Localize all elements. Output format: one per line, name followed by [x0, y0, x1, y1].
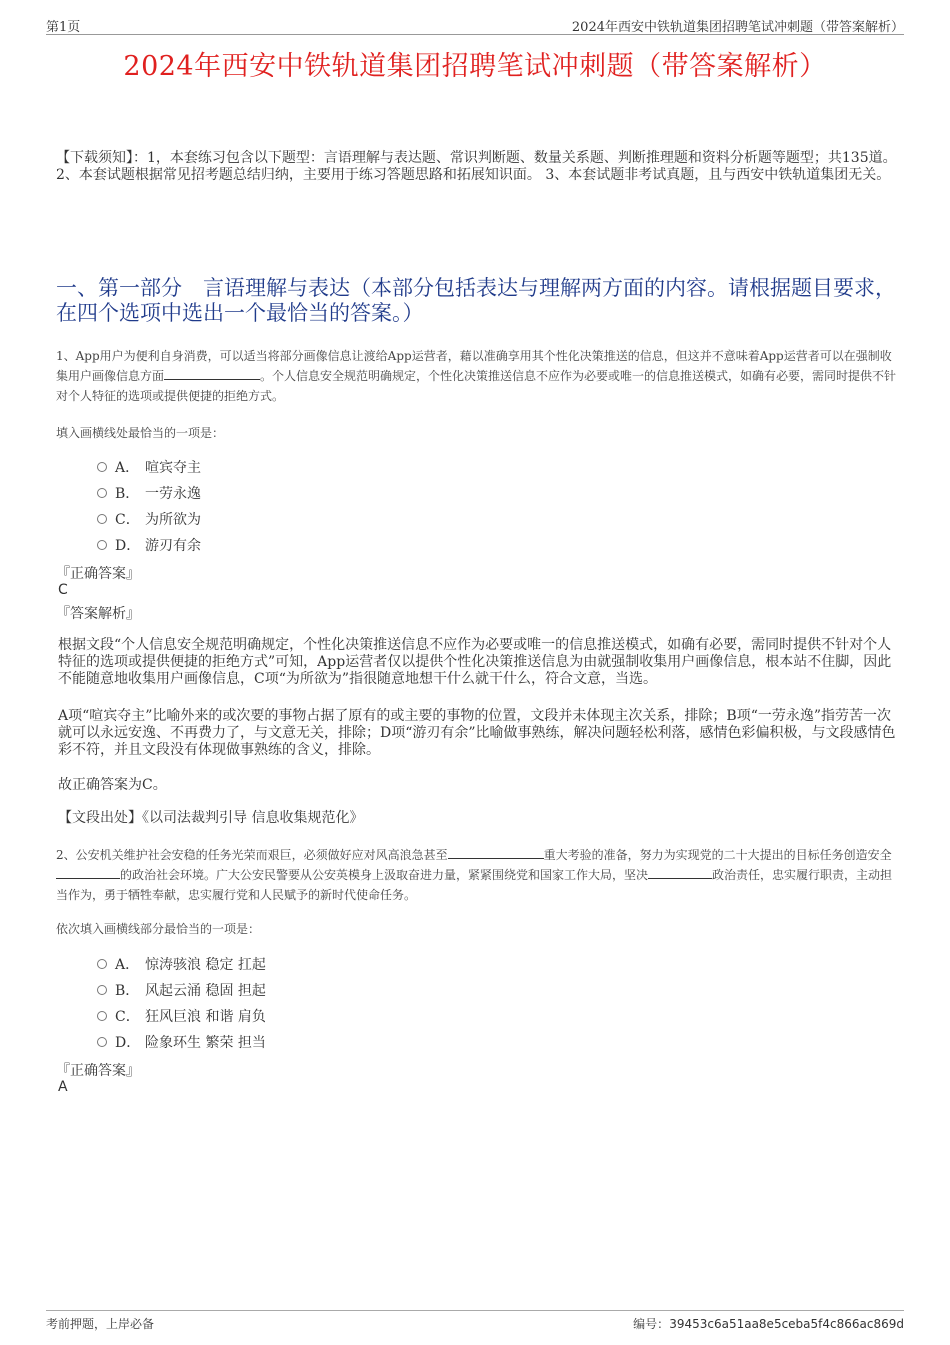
question-1-blank	[164, 367, 260, 380]
question-2-blank-1	[448, 846, 544, 859]
question-1-analysis-label: 『答案解析』	[56, 606, 140, 622]
question-1-option-a[interactable]	[97, 457, 201, 477]
question-1-analysis-3: 故正确答案为C。	[58, 777, 167, 793]
page-header	[46, 14, 904, 35]
radio-icon[interactable]	[97, 462, 107, 472]
option-text: 一劳永逸	[145, 486, 201, 502]
option-letter: A．	[115, 957, 140, 973]
question-2-option-a[interactable]	[97, 954, 266, 974]
option-text: 游刃有余	[145, 538, 201, 554]
footer-slogan: 考前押题，上岸必备	[46, 1317, 155, 1331]
question-2-blank-3	[648, 866, 712, 879]
option-text: 为所欲为	[145, 512, 201, 528]
option-text: 狂风巨浪 和谐 肩负	[145, 1009, 266, 1025]
radio-icon[interactable]	[97, 1037, 107, 1047]
question-1-prompt: 填入画横线处最恰当的一项是：	[56, 426, 225, 440]
option-letter: C．	[115, 512, 140, 528]
option-text: 喧宾夺主	[145, 460, 201, 476]
page-title: 2024年西安中铁轨道集团招聘笔试冲刺题（带答案解析）	[123, 51, 827, 82]
question-2-prompt: 依次填入画横线部分最恰当的一项是：	[56, 922, 261, 936]
footer-code-value: 39453c6a51aa8e5ceba5f4c866ac869d	[669, 1317, 904, 1331]
option-text: 险象环生 繁荣 担当	[145, 1035, 266, 1051]
question-2-option-d[interactable]	[97, 1032, 266, 1052]
radio-icon[interactable]	[97, 985, 107, 995]
question-1-answer: C	[58, 582, 68, 598]
question-2-text-part-a: 2、公安机关维护社会安稳的任务光荣而艰巨，必须做好应对风高浪急甚至	[56, 848, 448, 862]
page-footer	[46, 1310, 904, 1333]
download-notice: 【下载须知】：1，本套练习包含以下题型：言语理解与表达题、常识判断题、数量关系题、判断推理题和资料分析题等题型；共135道。 2、本套试题根据常见招考题总结归纳，主要用于练习答题思路和拓展知识面。 3、本套试题非考试真题，且与西安中铁轨道集团无关。	[56, 150, 897, 183]
question-1-option-b[interactable]	[97, 483, 201, 503]
question-2-text	[56, 845, 902, 905]
option-letter: D．	[115, 1035, 141, 1051]
question-2-text-part-d: 政治责任，忠实履行职责，主动担当作为，勇于牺牲奉献，忠实履行党和人民赋予的新时代使命任务。	[56, 868, 893, 902]
option-letter: B．	[115, 983, 140, 999]
page-number: 第1页	[46, 20, 81, 35]
header-doc-title: 2024年西安中铁轨道集团招聘笔试冲刺题（带答案解析）	[571, 20, 904, 35]
option-letter: C．	[115, 1009, 140, 1025]
question-1-source: 【文段出处】《以司法裁判引导 信息收集规范化》	[58, 810, 364, 826]
question-2-text-part-c: 的政治社会环境。广大公安民警要从公安英模身上汲取奋进力量，紧紧围绕党和国家工作大局，坚决	[120, 868, 649, 882]
option-letter: B．	[115, 486, 140, 502]
footer-code-label: 编号：	[633, 1317, 670, 1331]
question-2-option-b[interactable]	[97, 980, 266, 1000]
question-2-option-c[interactable]	[97, 1006, 266, 1026]
option-letter: A．	[115, 460, 140, 476]
section-heading: 一、第一部分 言语理解与表达（本部分包括表达与理解两方面的内容。请根据题目要求，在四个选项中选出一个最恰当的答案。）	[56, 276, 896, 325]
option-text: 惊涛骇浪 稳定 扛起	[145, 957, 266, 973]
footer-code	[633, 1315, 904, 1332]
question-1-option-d[interactable]	[97, 535, 201, 555]
question-2-answer-label: 『正确答案』	[56, 1063, 140, 1079]
question-1-text-part-a: 1、App用户为便利自身消费，可以适当将部分画像信息让渡给App运营者，藉以准确享用其个性化决策推送的信息，但这并不意味着App运营者可以在强制收集用户画像信息方面	[56, 349, 892, 383]
question-2-answer: A	[58, 1079, 68, 1095]
radio-icon[interactable]	[97, 540, 107, 550]
radio-icon[interactable]	[97, 514, 107, 524]
option-text: 风起云涌 稳固 担起	[145, 983, 266, 999]
question-1-analysis-2: A项“喧宾夺主”比喻外来的或次要的事物占据了原有的或主要的事物的位置，文段并未体现主次关系，排除；B项“一劳永逸”指劳苦一次就可以永远安逸、不再费力了，与文意无关，排除；D项“游刃有余”比喻做事熟练，解决问题轻松利落，感情色彩偏积极，与文段感情色彩不符，并且文段没有体现做事熟练的含义，排除。	[58, 708, 896, 758]
radio-icon[interactable]	[97, 1011, 107, 1021]
radio-icon[interactable]	[97, 488, 107, 498]
question-1-analysis-1: 根据文段“个人信息安全规范明确规定，个性化决策推送信息不应作为必要或唯一的信息推送模式，如确有必要，需同时提供不针对个人特征的选项或提供便捷的拒绝方式”可知，App运营者仅以提供个性化决策推送信息为由就强制收集用户画像信息，根本站不住脚，因此不能随意地收集用户画像信息，C项“为所欲为”指很随意地想干什么就干什么，符合文意，当选。	[58, 637, 892, 687]
question-1-option-c[interactable]	[97, 509, 201, 529]
question-2-blank-2	[56, 866, 120, 879]
radio-icon[interactable]	[97, 959, 107, 969]
option-letter: D．	[115, 538, 141, 554]
question-1-answer-label: 『正确答案』	[56, 566, 140, 582]
question-1-text	[56, 346, 902, 406]
question-1-text-part-b: 。个人信息安全规范明确规定，个性化决策推送信息不应作为必要或唯一的信息推送模式，如确有必要，需同时提供不针对个人特征的选项或提供便捷的拒绝方式。	[56, 369, 897, 403]
question-2-text-part-b: 重大考验的准备，努力为实现党的二十大提出的目标任务创造安全	[543, 848, 892, 862]
